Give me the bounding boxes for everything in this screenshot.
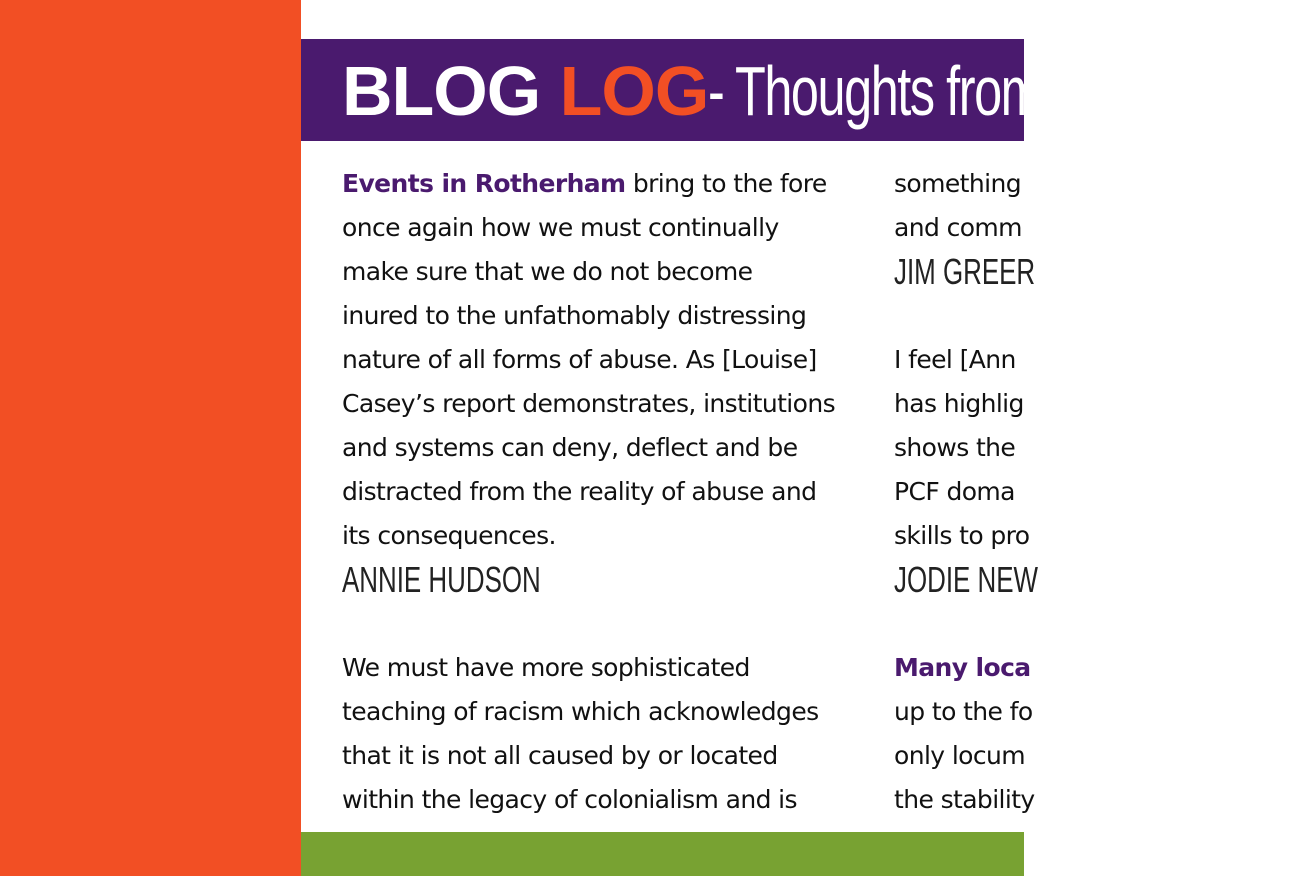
lead-phrase: Events in Rotherham [342,169,626,198]
paragraph-gap [894,602,1294,646]
lead-phrase: Many loca [894,653,1031,682]
right-column [894,162,1294,822]
paragraph-line: has highlig [894,389,1024,418]
top-strip [301,0,1024,6]
paragraph-line: I feel [Ann [894,345,1016,374]
paragraph-line: shows the [894,433,1016,462]
header-band [301,39,1094,141]
paragraph-line: teaching of racism which acknowledges [342,697,819,726]
paragraph-line: and systems can deny, deflect and be [342,433,798,462]
paragraph-line: We must have more sophisticated [342,653,750,682]
paragraph-line: skills to pro [894,521,1030,550]
paragraph-line: its consequences. [342,521,556,550]
line-text: bring to the fore [625,169,827,198]
title-subtitle: - Thoughts from th [708,52,1094,130]
paragraph-line: the stability [894,785,1035,814]
author-jodie-new: JODIE NEW [894,559,1039,600]
paragraph-line: distracted from the reality of abuse and [342,477,817,506]
paragraph-line: PCF doma [894,477,1015,506]
paragraph-line [342,162,882,206]
paragraph-line: something [894,169,1021,198]
author-annie-hudson: ANNIE HUDSON [342,559,541,600]
paragraph-line: up to the fo [894,697,1033,726]
left-column [342,162,882,822]
paragraph-line: within the legacy of colonialism and is [342,785,797,814]
page-title [342,53,1243,129]
paragraph-line: make sure that we do not become [342,257,753,286]
paragraph-gap [342,602,882,646]
title-log: LOG [559,52,709,130]
paragraph-line: once again how we must continually [342,213,779,242]
paragraph-line: only locum [894,741,1026,770]
author-jim-greer: JIM GREER [894,251,1036,292]
paragraph-line: inured to the unfathomably distressing [342,301,807,330]
paragraph-line: and comm [894,213,1022,242]
paragraph-line: Casey’s report demonstrates, institutions [342,389,835,418]
paragraph-line: that it is not all caused by or located [342,741,778,770]
left-orange-bar [0,0,301,876]
paragraph-gap [894,294,1294,338]
footer-green-band [301,832,1024,876]
paragraph-line: nature of all forms of abuse. As [Louise] [342,345,817,374]
title-blog: BLOG [342,52,541,130]
